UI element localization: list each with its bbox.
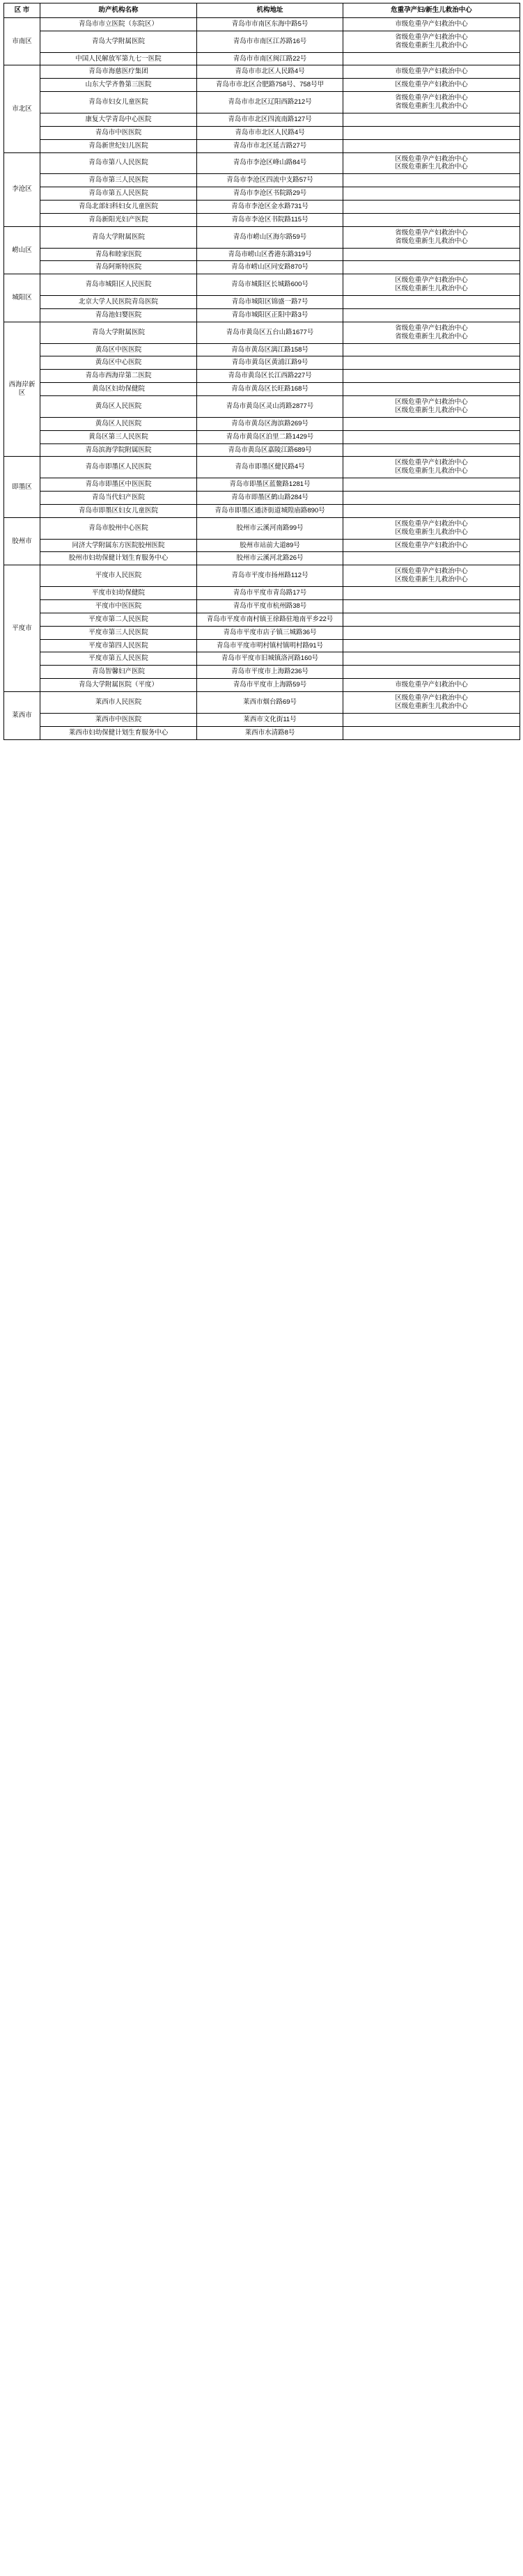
address-cell: 胶州市云溪河南路99号 [197,517,343,539]
institution-name-cell: 平度市人民医院 [40,565,197,587]
region-cell: 胶州市 [4,517,40,565]
address-cell: 青岛市黄岛区泊里二路1429号 [197,430,343,443]
center-designation: 区级危重孕产妇救治中心 [395,398,468,406]
address-cell: 青岛市平度市南村镇王徐路驻地南平乡22号 [197,613,343,626]
address-cell: 青岛市平度市明村镇村镇明村路91号 [197,639,343,652]
table-row [4,92,520,113]
table-row [4,492,520,505]
critical-care-center-cell [343,652,520,666]
address-cell: 青岛市市北区合肥路758号、758号甲 [197,79,343,92]
center-designation: 区级危重孕产妇救治中心 [395,567,468,576]
critical-care-center-cell [343,92,520,113]
table-row [4,565,520,587]
institution-name-cell: 同济大学附属东方医院胶州医院 [40,539,197,552]
table-row [4,174,520,187]
critical-care-center-cell [343,430,520,443]
table-header [4,3,520,18]
institution-name-cell: 黄岛区第三人民医院 [40,430,197,443]
table-row [4,187,520,201]
critical-care-center-cell [343,296,520,309]
institution-name-cell: 青岛市城阳区人民医院 [40,274,197,296]
critical-care-center-cell [343,226,520,248]
critical-care-center-cell [343,187,520,201]
institution-name-cell: 青岛市即墨区中医医院 [40,478,197,492]
institution-name-cell: 山东大学齐鲁第三医院 [40,79,197,92]
institution-name-cell: 青岛大学附属医院 [40,31,197,52]
address-cell: 青岛市黄岛区长旺路168号 [197,383,343,396]
center-designation: 省级危重新生儿救治中心 [395,41,468,49]
institution-name-cell: 青岛市第五人民医院 [40,187,197,201]
institution-name-cell: 青岛阿斯特医院 [40,261,197,274]
region-cell: 李沧区 [4,152,40,226]
address-cell: 青岛市黄岛区漓江路158号 [197,343,343,356]
region-cell: 莱西市 [4,692,40,740]
table-row [4,126,520,139]
address-cell: 青岛市市北区延吉路27号 [197,139,343,152]
table-row [4,430,520,443]
address-cell: 青岛市崂山区海尔路59号 [197,226,343,248]
address-cell: 青岛市黄岛区海滨路269号 [197,417,343,430]
institution-name-cell: 青岛智馨妇产医院 [40,666,197,679]
table-row [4,226,520,248]
institution-name-cell: 北京大学人民医院青岛医院 [40,296,197,309]
center-designation: 省级危重孕产妇救治中心 [395,324,468,332]
table-row [4,457,520,478]
address-cell: 青岛市崂山区同安路870号 [197,261,343,274]
address-cell: 青岛市城阳区长城路600号 [197,274,343,296]
institution-name-cell: 青岛市胶州中心医院 [40,517,197,539]
critical-care-center-cell [343,322,520,343]
critical-care-center-cell [343,113,520,126]
column-header-critical-care-center: 危重孕产妇/新生儿救治中心 [343,3,520,18]
table-header-row [4,3,520,18]
center-designation: 区级危重新生儿救治中心 [395,467,468,476]
institution-name-cell: 青岛新阳光妇产医院 [40,213,197,226]
critical-care-center-cell [343,539,520,552]
center-designation: 省级危重新生儿救治中心 [395,102,468,110]
address-cell: 胶州市站前大道89号 [197,539,343,552]
institution-name-cell: 康复大学青岛中心医院 [40,113,197,126]
critical-care-center-cell [343,666,520,679]
address-cell: 青岛市平度市上海路59号 [197,679,343,692]
address-cell: 青岛市市南区闽江路22号 [197,52,343,65]
institution-name-cell: 青岛市海慈医疗集团 [40,65,197,79]
center-designation: 市级危重孕产妇救治中心 [395,19,468,28]
region-cell: 西海岸新区 [4,322,40,457]
center-designation: 省级危重新生儿救治中心 [395,332,468,340]
table-row [4,65,520,79]
institution-name-cell: 黄岛区人民医院 [40,396,197,418]
critical-care-center-cell [343,726,520,739]
table-row [4,713,520,726]
address-cell: 莱西市烟台路69号 [197,692,343,714]
critical-care-center-cell [343,139,520,152]
address-cell: 青岛市市北区人民路4号 [197,126,343,139]
region-cell: 平度市 [4,565,40,692]
critical-care-center-cell [343,626,520,639]
critical-care-center-cell [343,599,520,613]
table-row [4,139,520,152]
center-designation: 区级危重新生儿救治中心 [395,406,468,414]
critical-care-center-cell [343,343,520,356]
table-row [4,201,520,214]
table-row [4,396,520,418]
address-cell: 青岛市城阳区锦盛一路7号 [197,296,343,309]
table-row [4,296,520,309]
address-cell: 青岛市黄岛区五台山路1677号 [197,322,343,343]
institution-name-cell: 青岛滨海学院附属医院 [40,443,197,457]
institution-name-cell: 青岛新世纪妇儿医院 [40,139,197,152]
center-designation: 省级危重新生儿救治中心 [395,237,468,245]
critical-care-center-cell [343,613,520,626]
address-cell: 青岛市李沧区峰山路84号 [197,152,343,174]
table-row [4,152,520,174]
table-row [4,322,520,343]
address-cell: 青岛市黄岛区嘉陵江路689号 [197,443,343,457]
institution-name-cell: 青岛市中医医院 [40,126,197,139]
center-designation: 区级危重孕产妇救治中心 [395,694,468,702]
critical-care-center-cell [343,201,520,214]
institution-name-cell: 青岛市西海岸第二医院 [40,370,197,383]
center-designation: 区级危重孕产妇救治中心 [395,541,468,549]
critical-care-center-cell [343,457,520,478]
critical-care-center-cell [343,213,520,226]
institution-name-cell: 平度市第四人民医院 [40,639,197,652]
table-row [4,31,520,52]
address-cell: 青岛市市北区辽阳西路212号 [197,92,343,113]
address-cell: 青岛市黄岛区长江西路227号 [197,370,343,383]
institution-name-cell: 青岛市第三人民医院 [40,174,197,187]
table-row [4,52,520,65]
column-header-address: 机构地址 [197,3,343,18]
table-row [4,692,520,714]
table-row [4,261,520,274]
table-row [4,652,520,666]
institution-name-cell: 莱西市人民医院 [40,692,197,714]
table-row [4,599,520,613]
region-cell: 崂山区 [4,226,40,274]
address-cell: 青岛市平度市杭州路38号 [197,599,343,613]
center-designation: 省级危重孕产妇救治中心 [395,33,468,41]
center-designation: 省级危重孕产妇救治中心 [395,94,468,102]
center-designation: 区级危重孕产妇救治中心 [395,155,468,163]
critical-care-center-cell [343,308,520,322]
institution-name-cell: 莱西市中医医院 [40,713,197,726]
column-header-institution-name: 助产机构名称 [40,3,197,18]
institution-name-cell: 青岛和睦家医院 [40,248,197,261]
critical-care-center-cell [343,79,520,92]
address-cell: 青岛市黄岛区黄浦江路9号 [197,356,343,370]
critical-care-center-cell [343,679,520,692]
institution-name-cell: 青岛市市立医院（东院区） [40,17,197,31]
address-cell: 青岛市李沧区四流中支路57号 [197,174,343,187]
table-row [4,478,520,492]
center-designation: 区级危重孕产妇救治中心 [395,81,468,89]
table-row [4,356,520,370]
center-designation: 市级危重孕产妇救治中心 [395,681,468,689]
center-designation: 区级危重新生儿救治中心 [395,576,468,584]
institution-name-cell: 青岛大学附属医院 [40,322,197,343]
institution-name-cell: 青岛大学附属医院 [40,226,197,248]
critical-care-center-cell [343,52,520,65]
critical-care-center-cell [343,639,520,652]
institution-name-cell: 平度市第二人民医院 [40,613,197,626]
critical-care-center-cell [343,396,520,418]
institution-name-cell: 青岛当代妇产医院 [40,492,197,505]
institution-name-cell: 青岛市妇女儿童医院 [40,92,197,113]
table-row [4,443,520,457]
critical-care-center-cell [343,370,520,383]
table-row [4,383,520,396]
institution-name-cell: 青岛市即墨区人民医院 [40,457,197,478]
address-cell: 青岛市平度市店子镇三城路36号 [197,626,343,639]
address-cell: 青岛市李沧区书院路29号 [197,187,343,201]
column-header-region: 区 市 [4,3,40,18]
institution-name-cell: 青岛北部妇科妇女儿童医院 [40,201,197,214]
center-designation: 区级危重孕产妇救治中心 [395,519,468,528]
region-cell: 市南区 [4,17,40,65]
table-row [4,626,520,639]
table-row [4,517,520,539]
address-cell: 青岛市李沧区书院路115号 [197,213,343,226]
institution-name-cell: 青岛市第八人民医院 [40,152,197,174]
critical-care-center-cell [343,552,520,565]
table-row [4,726,520,739]
institution-name-cell: 黄岛区人民医院 [40,417,197,430]
institution-name-cell: 中国人民解放军第九七一医院 [40,52,197,65]
midwifery-institutions-table [3,3,520,740]
critical-care-center-cell [343,261,520,274]
address-cell: 莱西市文化街11号 [197,713,343,726]
address-cell: 青岛市平度市青岛路17号 [197,587,343,600]
center-designation: 区级危重新生儿救治中心 [395,163,468,171]
institution-name-cell: 黄岛区中心医院 [40,356,197,370]
critical-care-center-cell [343,31,520,52]
institution-name-cell: 莱西市妇幼保健计划生育服务中心 [40,726,197,739]
address-cell: 青岛市市北区人民路4号 [197,65,343,79]
table-row [4,587,520,600]
critical-care-center-cell [343,152,520,174]
address-cell: 青岛市市北区四流南路127号 [197,113,343,126]
institution-name-cell: 平度市第五人民医院 [40,652,197,666]
table-row [4,552,520,565]
region-cell: 城阳区 [4,274,40,322]
center-designation: 市级危重孕产妇救治中心 [395,68,468,76]
critical-care-center-cell [343,383,520,396]
critical-care-center-cell [343,587,520,600]
address-cell: 青岛市平度市扬州路112号 [197,565,343,587]
table-row [4,666,520,679]
address-cell: 青岛市即墨区鹤山路284号 [197,492,343,505]
table-row [4,308,520,322]
address-cell: 青岛市平度市上海路236号 [197,666,343,679]
institution-name-cell: 青岛池妇婴医院 [40,308,197,322]
critical-care-center-cell [343,565,520,587]
table-row [4,213,520,226]
address-cell: 青岛市黄岛区灵山湾路2877号 [197,396,343,418]
critical-care-center-cell [343,478,520,492]
center-designation: 区级危重新生儿救治中心 [395,702,468,710]
critical-care-center-cell [343,692,520,714]
critical-care-center-cell [343,504,520,517]
center-designation: 区级危重孕产妇救治中心 [395,276,468,285]
document-sheet [0,0,523,744]
institution-name-cell: 黄岛区妇幼保健院 [40,383,197,396]
table-row [4,613,520,626]
institution-name-cell: 黄岛区中医医院 [40,343,197,356]
table-row [4,343,520,356]
center-designation: 区级危重新生儿救治中心 [395,528,468,536]
table-row [4,417,520,430]
critical-care-center-cell [343,65,520,79]
address-cell: 青岛市即墨区蓝鳌路1281号 [197,478,343,492]
address-cell: 莱西市水清路8号 [197,726,343,739]
institution-name-cell: 青岛大学附属医院（平度） [40,679,197,692]
region-cell: 市北区 [4,65,40,152]
address-cell: 青岛市市南区东海中路5号 [197,17,343,31]
critical-care-center-cell [343,248,520,261]
center-designation: 区级危重新生儿救治中心 [395,285,468,293]
address-cell: 青岛市即墨区健民路4号 [197,457,343,478]
table-row [4,274,520,296]
region-cell: 即墨区 [4,457,40,517]
critical-care-center-cell [343,274,520,296]
address-cell: 青岛市市南区江苏路16号 [197,31,343,52]
center-designation: 省级危重孕产妇救治中心 [395,228,468,237]
institution-name-cell: 平度市第三人民医院 [40,626,197,639]
critical-care-center-cell [343,417,520,430]
table-row [4,504,520,517]
address-cell: 青岛市即墨区通济街道城隍庙路890号 [197,504,343,517]
table-row [4,679,520,692]
critical-care-center-cell [343,174,520,187]
table-row [4,113,520,126]
address-cell: 青岛市崂山区香港东路319号 [197,248,343,261]
table-body [4,17,520,739]
table-row [4,79,520,92]
critical-care-center-cell [343,126,520,139]
institution-name-cell: 青岛市即墨区妇女儿童医院 [40,504,197,517]
critical-care-center-cell [343,17,520,31]
critical-care-center-cell [343,492,520,505]
address-cell: 青岛市城阳区正阳中路3号 [197,308,343,322]
critical-care-center-cell [343,356,520,370]
critical-care-center-cell [343,713,520,726]
table-row [4,370,520,383]
table-row [4,539,520,552]
table-row [4,248,520,261]
critical-care-center-cell [343,443,520,457]
table-row [4,639,520,652]
address-cell: 胶州市云溪河北路26号 [197,552,343,565]
address-cell: 青岛市平度市旧城镇洛河路160号 [197,652,343,666]
table-row [4,17,520,31]
address-cell: 青岛市李沧区金水路731号 [197,201,343,214]
institution-name-cell: 平度市妇幼保健院 [40,587,197,600]
critical-care-center-cell [343,517,520,539]
institution-name-cell: 胶州市妇幼保健计划生育服务中心 [40,552,197,565]
institution-name-cell: 平度市中医医院 [40,599,197,613]
center-designation: 区级危重孕产妇救治中心 [395,459,468,467]
